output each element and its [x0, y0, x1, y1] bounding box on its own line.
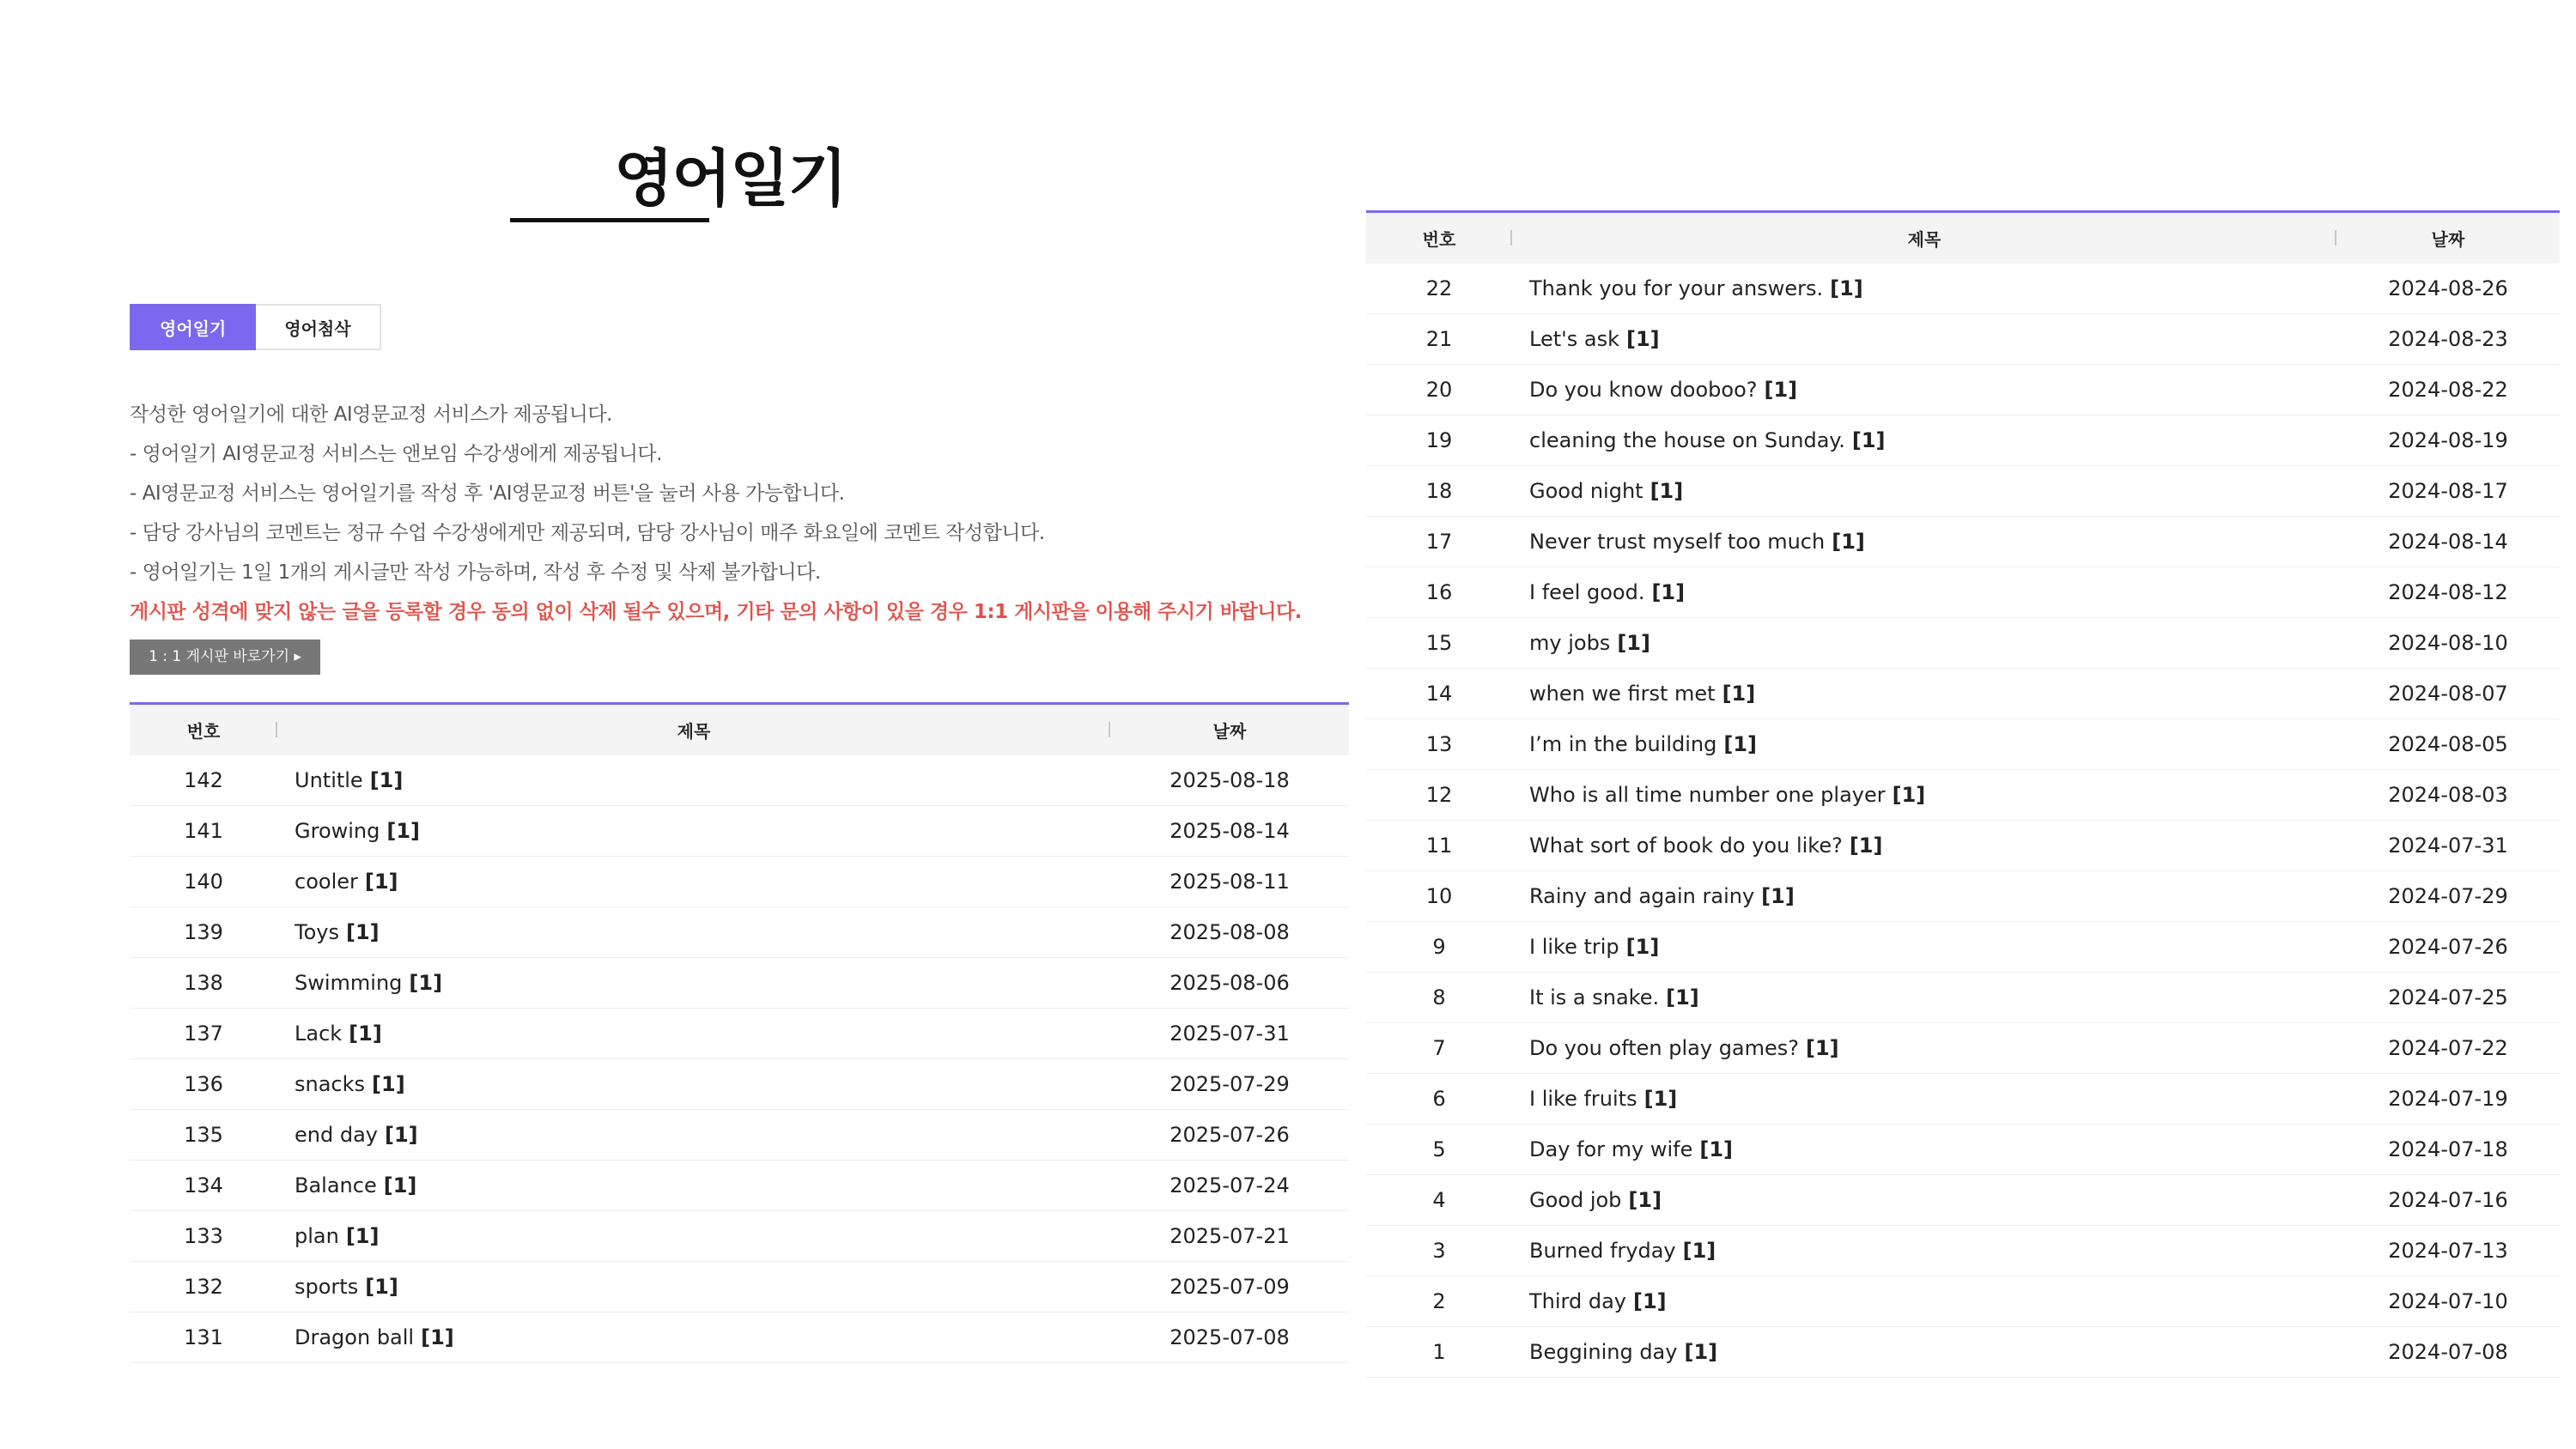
- row-number: 139: [130, 907, 277, 958]
- diary-table-left: [130, 702, 1349, 1363]
- row-subject-link[interactable]: I like fruits: [1529, 1087, 1637, 1111]
- header-date: 날짜: [1110, 704, 1349, 756]
- row-date: 2024-07-08: [2336, 1327, 2560, 1378]
- table-row[interactable]: [1366, 922, 2560, 973]
- row-subject-cell: [277, 857, 1110, 907]
- row-number: 136: [130, 1059, 277, 1110]
- notice-line: - 영어일기는 1일 1개의 게시글만 작성 가능하며, 작성 후 수정 및 삭제 불가합니다.: [130, 561, 821, 584]
- comment-count: [1]: [372, 1072, 405, 1096]
- table-row[interactable]: [1366, 264, 2560, 314]
- row-subject-cell: [1512, 314, 2336, 365]
- row-number: 2: [1366, 1276, 1512, 1327]
- row-date: 2025-07-08: [1110, 1313, 1349, 1363]
- table-row[interactable]: [130, 1009, 1349, 1059]
- row-date: 2024-08-22: [2336, 365, 2560, 415]
- row-subject-link[interactable]: plan: [295, 1224, 339, 1248]
- row-number: 21: [1366, 314, 1512, 365]
- table-row[interactable]: [130, 1313, 1349, 1363]
- row-number: 4: [1366, 1175, 1512, 1226]
- row-date: 2024-08-26: [2336, 264, 2560, 314]
- row-subject-link[interactable]: Good night: [1529, 479, 1643, 503]
- table-row[interactable]: [1366, 973, 2560, 1023]
- row-date: 2025-07-09: [1110, 1262, 1349, 1313]
- table-row[interactable]: [130, 755, 1349, 806]
- header-subject: 제목: [1512, 212, 2336, 264]
- comment-count: [1]: [1723, 732, 1758, 756]
- row-number: 8: [1366, 973, 1512, 1023]
- table-row[interactable]: [1366, 1175, 2560, 1226]
- row-number: 134: [130, 1161, 277, 1211]
- row-number: 19: [1366, 415, 1512, 466]
- table-row[interactable]: [130, 907, 1349, 958]
- comment-count: [1]: [1832, 530, 1865, 554]
- row-subject-cell: [1512, 922, 2336, 973]
- row-date: 2025-08-11: [1110, 857, 1349, 907]
- notice-line: 작성한 영어일기에 대한 AI영문교정 서비스가 제공됩니다.: [130, 403, 612, 426]
- comment-count: [1]: [1830, 276, 1863, 300]
- comment-count: [1]: [1682, 1239, 1716, 1263]
- row-subject-cell: [277, 1009, 1110, 1059]
- comment-count: [1]: [1722, 682, 1756, 706]
- row-subject-link[interactable]: Do you know dooboo?: [1529, 378, 1758, 402]
- row-subject-link[interactable]: Third day: [1529, 1289, 1626, 1313]
- table-row[interactable]: [1366, 669, 2560, 719]
- row-subject-link[interactable]: Good job: [1529, 1188, 1622, 1212]
- row-subject-link[interactable]: Toys: [295, 920, 339, 944]
- row-subject-cell: [1512, 466, 2336, 517]
- comment-count: [1]: [369, 768, 404, 792]
- row-date: 2025-07-24: [1110, 1161, 1349, 1211]
- row-subject-link[interactable]: my jobs: [1529, 631, 1611, 655]
- table-header-row: [1366, 212, 2560, 264]
- table-row[interactable]: [1366, 821, 2560, 871]
- row-date: 2024-07-18: [2336, 1125, 2560, 1175]
- comment-count: [1]: [1764, 378, 1798, 402]
- table-row[interactable]: [1366, 466, 2560, 517]
- row-subject-link[interactable]: Never trust myself too much: [1529, 530, 1826, 554]
- row-date: 2024-08-17: [2336, 466, 2560, 517]
- row-date: 2025-07-31: [1110, 1009, 1349, 1059]
- row-date: 2025-07-26: [1110, 1110, 1349, 1161]
- row-subject-cell: [277, 958, 1110, 1009]
- header-num: 번호: [1366, 212, 1512, 264]
- row-subject-cell: [1512, 719, 2336, 770]
- board-tabs: [130, 304, 381, 350]
- comment-count: [1]: [345, 1224, 380, 1248]
- row-subject-cell: [1512, 517, 2336, 567]
- tab-english-diary[interactable]: 영어일기: [130, 304, 256, 350]
- header-num: 번호: [130, 704, 277, 756]
- table-row[interactable]: [130, 1161, 1349, 1211]
- row-subject-cell: [1512, 1276, 2336, 1327]
- comment-count: [1]: [1649, 479, 1684, 503]
- comment-count: [1]: [365, 1275, 398, 1299]
- comment-count: [1]: [1684, 1340, 1718, 1364]
- table-row[interactable]: [1366, 871, 2560, 922]
- row-subject-link[interactable]: I like trip: [1529, 935, 1619, 959]
- comment-count: [1]: [1625, 935, 1660, 959]
- table-row[interactable]: [1366, 517, 2560, 567]
- table-row[interactable]: [130, 1262, 1349, 1313]
- row-subject-link[interactable]: Lack: [295, 1022, 343, 1046]
- comment-count: [1]: [364, 870, 398, 894]
- row-subject-cell: [277, 1059, 1110, 1110]
- table-row[interactable]: [1366, 415, 2560, 466]
- comment-count: [1]: [1849, 834, 1883, 858]
- row-date: 2024-07-10: [2336, 1276, 2560, 1327]
- row-date: 2025-07-21: [1110, 1211, 1349, 1262]
- table-row[interactable]: [1366, 1023, 2560, 1074]
- row-subject-cell: [1512, 415, 2336, 466]
- row-subject-link[interactable]: Swimming: [295, 971, 403, 995]
- row-subject-link[interactable]: Dragon ball: [295, 1325, 415, 1349]
- tab-english-correction[interactable]: 영어첨삭: [256, 304, 380, 350]
- comment-count: [1]: [1761, 884, 1795, 908]
- table-row[interactable]: [130, 958, 1349, 1009]
- row-subject-link[interactable]: Thank you for your answers.: [1529, 276, 1824, 300]
- row-date: 2024-07-31: [2336, 821, 2560, 871]
- row-subject-cell: [1512, 264, 2336, 314]
- row-subject-link[interactable]: Let's ask: [1529, 327, 1619, 351]
- row-date: 2024-07-29: [2336, 871, 2560, 922]
- row-number: 7: [1366, 1023, 1512, 1074]
- notice-text: [130, 395, 1349, 632]
- header-date: 날짜: [2336, 212, 2560, 264]
- row-date: 2025-08-06: [1110, 958, 1349, 1009]
- row-subject-link[interactable]: It is a snake.: [1529, 985, 1660, 1009]
- table-row[interactable]: [1366, 1226, 2560, 1276]
- row-subject-link[interactable]: Do you often play games?: [1529, 1036, 1800, 1060]
- row-number: 133: [130, 1211, 277, 1262]
- row-number: 15: [1366, 618, 1512, 669]
- row-date: 2024-07-25: [2336, 973, 2560, 1023]
- row-number: 14: [1366, 669, 1512, 719]
- row-subject-cell: [1512, 770, 2336, 821]
- row-subject-cell: [277, 1161, 1110, 1211]
- row-subject-cell: [1512, 1175, 2336, 1226]
- table-body: [130, 755, 1349, 1363]
- row-date: 2024-07-16: [2336, 1175, 2560, 1226]
- row-date: 2024-08-03: [2336, 770, 2560, 821]
- row-subject-link[interactable]: when we first met: [1529, 682, 1716, 706]
- row-number: 132: [130, 1262, 277, 1313]
- notice-line: - AI영문교정 서비스는 영어일기를 작성 후 'AI영문교정 버튼'을 눌러 사용 가능합니다.: [130, 482, 845, 505]
- row-number: 138: [130, 958, 277, 1009]
- row-date: 2024-07-26: [2336, 922, 2560, 973]
- table-row[interactable]: [1366, 314, 2560, 365]
- row-number: 3: [1366, 1226, 1512, 1276]
- row-subject-link[interactable]: Growing: [295, 819, 380, 843]
- comment-count: [1]: [345, 920, 380, 944]
- table-row[interactable]: [130, 1211, 1349, 1262]
- comment-count: [1]: [1625, 327, 1660, 351]
- row-subject-cell: [277, 1262, 1110, 1313]
- row-subject-cell: [1512, 1226, 2336, 1276]
- table-row[interactable]: [1366, 1327, 2560, 1378]
- notice-warning: 게시판 성격에 맞지 않는 글을 등록할 경우 동의 없이 삭제 될수 있으며, 기타 문의 사항이 있을 경우 1:1 게시판을 이용해 주시기 바랍니다.: [130, 601, 1302, 623]
- comment-count: [1]: [1892, 783, 1926, 807]
- table-row[interactable]: [1366, 1276, 2560, 1327]
- row-date: 2024-08-05: [2336, 719, 2560, 770]
- row-subject-link[interactable]: What sort of book do you like?: [1529, 834, 1843, 858]
- row-number: 6: [1366, 1074, 1512, 1125]
- comment-count: [1]: [384, 1123, 418, 1147]
- row-number: 11: [1366, 821, 1512, 871]
- table-row[interactable]: [130, 857, 1349, 907]
- row-subject-cell: [277, 1313, 1110, 1363]
- comment-count: [1]: [421, 1325, 454, 1349]
- row-subject-link[interactable]: end day: [295, 1123, 378, 1147]
- row-subject-link[interactable]: Balance: [295, 1173, 377, 1197]
- row-subject-link[interactable]: Rainy and again rainy: [1529, 884, 1755, 908]
- row-subject-cell: [1512, 871, 2336, 922]
- notice-line: - 담당 강사님의 코멘트는 정규 수업 수강생에게만 제공되며, 담당 강사님이 매주 화요일에 코멘트 작성합니다.: [130, 522, 1045, 544]
- row-date: 2025-07-29: [1110, 1059, 1349, 1110]
- comment-count: [1]: [1699, 1137, 1734, 1161]
- row-number: 9: [1366, 922, 1512, 973]
- table-row[interactable]: [130, 1110, 1349, 1161]
- row-subject-cell: [1512, 1327, 2336, 1378]
- comment-count: [1]: [1651, 580, 1686, 604]
- row-number: 140: [130, 857, 277, 907]
- table-row[interactable]: [1366, 567, 2560, 618]
- row-subject-link[interactable]: Who is all time number one player: [1529, 783, 1886, 807]
- row-number: 16: [1366, 567, 1512, 618]
- row-number: 18: [1366, 466, 1512, 517]
- row-number: 131: [130, 1313, 277, 1363]
- comment-count: [1]: [383, 1173, 417, 1197]
- comment-count: [1]: [1806, 1036, 1839, 1060]
- table-body: [1366, 264, 2560, 1378]
- row-number: 20: [1366, 365, 1512, 415]
- comment-count: [1]: [1617, 631, 1650, 655]
- row-date: 2024-08-07: [2336, 669, 2560, 719]
- row-date: 2025-08-18: [1110, 755, 1349, 806]
- row-date: 2024-07-13: [2336, 1226, 2560, 1276]
- row-subject-link[interactable]: snacks: [295, 1072, 366, 1096]
- row-number: 135: [130, 1110, 277, 1161]
- comment-count: [1]: [1643, 1087, 1678, 1111]
- row-subject-cell: [1512, 1074, 2336, 1125]
- row-date: 2025-08-14: [1110, 806, 1349, 857]
- row-number: 22: [1366, 264, 1512, 314]
- row-subject-cell: [1512, 567, 2336, 618]
- page-title: 영어일기: [613, 142, 847, 215]
- table-row[interactable]: [1366, 365, 2560, 415]
- row-subject-cell: [277, 755, 1110, 806]
- row-subject-cell: [277, 806, 1110, 857]
- table-row[interactable]: [1366, 1074, 2560, 1125]
- row-date: 2025-08-08: [1110, 907, 1349, 958]
- row-subject-cell: [277, 907, 1110, 958]
- row-subject-link[interactable]: Beggining day: [1529, 1340, 1678, 1364]
- row-subject-link[interactable]: sports: [295, 1275, 359, 1299]
- table-header-row: [130, 704, 1349, 756]
- row-date: 2024-08-14: [2336, 517, 2560, 567]
- row-subject-cell: [1512, 821, 2336, 871]
- row-subject-link[interactable]: I’m in the building: [1529, 732, 1717, 756]
- row-date: 2024-08-12: [2336, 567, 2560, 618]
- row-subject-link[interactable]: cooler: [295, 870, 358, 894]
- row-number: 137: [130, 1009, 277, 1059]
- comment-count: [1]: [1666, 985, 1699, 1009]
- row-subject-cell: [1512, 669, 2336, 719]
- table-row[interactable]: [1366, 719, 2560, 770]
- diary-table-right: [1366, 210, 2560, 1378]
- row-date: 2024-08-19: [2336, 415, 2560, 466]
- comment-count: [1]: [1628, 1188, 1662, 1212]
- row-date: 2024-07-22: [2336, 1023, 2560, 1074]
- row-number: 1: [1366, 1327, 1512, 1378]
- row-subject-link[interactable]: Untitle: [295, 768, 363, 792]
- row-date: 2024-08-23: [2336, 314, 2560, 365]
- row-subject-link[interactable]: cleaning the house on Sunday.: [1529, 428, 1845, 452]
- table-row[interactable]: [1366, 618, 2560, 669]
- row-subject-cell: [1512, 365, 2336, 415]
- row-subject-cell: [277, 1211, 1110, 1262]
- comment-count: [1]: [1851, 428, 1886, 452]
- row-subject-cell: [1512, 1125, 2336, 1175]
- row-number: 10: [1366, 871, 1512, 922]
- row-subject-link[interactable]: Burned fryday: [1529, 1239, 1676, 1263]
- row-subject-cell: [1512, 973, 2336, 1023]
- table-row[interactable]: [1366, 770, 2560, 821]
- comment-count: [1]: [409, 971, 443, 995]
- row-number: 13: [1366, 719, 1512, 770]
- comment-count: [1]: [1633, 1289, 1667, 1313]
- notice-line: - 영어일기 AI영문교정 서비스는 앤보임 수강생에게 제공됩니다.: [130, 443, 662, 465]
- row-subject-link[interactable]: Day for my wife: [1529, 1137, 1693, 1161]
- row-number: 5: [1366, 1125, 1512, 1175]
- row-subject-cell: [277, 1110, 1110, 1161]
- row-date: 2024-07-19: [2336, 1074, 2560, 1125]
- table-row[interactable]: [130, 1059, 1349, 1110]
- row-subject-cell: [1512, 1023, 2336, 1074]
- row-date: 2024-08-10: [2336, 618, 2560, 669]
- row-subject-link[interactable]: I feel good.: [1529, 580, 1645, 604]
- header-subject: 제목: [277, 704, 1110, 756]
- row-number: 142: [130, 755, 277, 806]
- table-row[interactable]: [1366, 1125, 2560, 1175]
- comment-count: [1]: [386, 819, 421, 843]
- qna-board-button[interactable]: 1 : 1 게시판 바로가기 ▸: [130, 640, 320, 675]
- comment-count: [1]: [349, 1022, 382, 1046]
- row-number: 141: [130, 806, 277, 857]
- table-row[interactable]: [130, 806, 1349, 857]
- row-subject-cell: [1512, 618, 2336, 669]
- row-number: 17: [1366, 517, 1512, 567]
- title-underline: [510, 218, 709, 222]
- row-number: 12: [1366, 770, 1512, 821]
